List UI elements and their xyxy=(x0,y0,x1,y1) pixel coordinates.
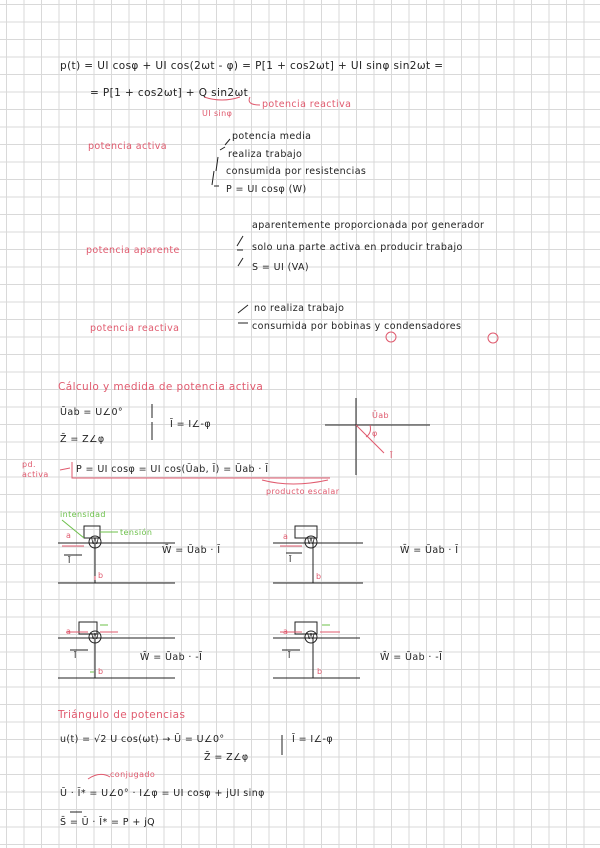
intensidad-label: intensidad xyxy=(60,510,106,519)
activa-item: potencia media xyxy=(232,131,312,142)
current-label: Ī xyxy=(288,651,291,660)
section3-title: Triángulo de potencias xyxy=(58,709,186,721)
node-a: a xyxy=(283,627,289,636)
reactive-note: potencia reactiva xyxy=(262,99,352,110)
wattmeter-symbol: W xyxy=(307,632,316,641)
conj-arrow xyxy=(88,774,110,779)
wattmeter-formula-1: W̄ = Ūab · Ī xyxy=(162,545,221,556)
tension-label: tensión xyxy=(120,528,153,537)
wattmeter-formula-3: W̄ = Ūab · -Ī xyxy=(140,652,203,663)
wattmeter-symbol: W xyxy=(91,632,100,641)
circuit-1 xyxy=(58,520,175,583)
power-equation-2: = P[1 + cos2ωt] + Q sin2ωt xyxy=(90,87,249,99)
dot-product-note: producto escalar xyxy=(266,487,340,496)
aparente-formula: S = UI (VA) xyxy=(252,262,310,273)
phasor-phi-label: φ xyxy=(372,429,378,438)
current-label: Ī xyxy=(68,556,71,565)
phasor-i-label: Ī xyxy=(390,451,393,460)
wattmeter-symbol: W xyxy=(307,537,316,546)
complex-power-equation: S̄ = Ū · Ī* = P + jQ xyxy=(60,817,156,828)
current-label: Ī xyxy=(289,555,292,564)
activa-label: potencia activa xyxy=(88,141,167,152)
node-a: a xyxy=(66,531,72,540)
current-phasor: Ī = I∠-φ xyxy=(292,734,334,745)
aparente-item: solo una parte activa en producir trabajo xyxy=(252,242,463,253)
wattmeter-formula-2: W̄ = Ūab · Ī xyxy=(400,545,459,556)
reactiva-item: consumida por bobinas y condensadores xyxy=(252,321,462,332)
p-note-underline xyxy=(262,480,328,484)
reactiva-brace xyxy=(238,305,248,323)
activa-item: consumida por resistencias xyxy=(226,166,367,177)
node-b: b xyxy=(317,667,323,676)
wattmeter-symbol: W xyxy=(91,537,100,546)
aparente-brace xyxy=(237,236,243,266)
uab-phasor: Ūab = U∠0° xyxy=(60,407,124,418)
current-phasor: Ī = I∠-φ xyxy=(170,419,212,430)
activa-item: realiza trabajo xyxy=(228,149,303,160)
node-a: a xyxy=(66,627,72,636)
pd-arrow xyxy=(60,468,70,470)
node-b: b xyxy=(98,667,104,676)
reactive-q-expansion: UI sinφ xyxy=(202,109,233,118)
node-b: b xyxy=(98,571,104,580)
power-equation-1: p(t) = UI cosφ + UI cos(2ωt - φ) = P[1 + cos2ωt] + UI sinφ sin2ωt = xyxy=(60,60,444,72)
conjugate-note: conjugado xyxy=(110,770,156,779)
current-label: Ī xyxy=(74,651,77,660)
inductive-mark xyxy=(386,332,396,342)
impedance-phasor: Z̄ = Z∠φ xyxy=(204,752,249,763)
circuit-3 xyxy=(58,622,175,678)
reactiva-item: no realiza trabajo xyxy=(254,303,345,314)
voltage-time-equation: u(t) = √2 U cos(ωt) → Ū = U∠0° xyxy=(60,734,225,745)
active-power-equation: P = UI cosφ = UI cos(Ūab, Ī) = Ūab · Ī xyxy=(76,464,269,475)
node-b: b xyxy=(316,572,322,581)
node-a: a xyxy=(283,532,289,541)
aparente-item: aparentemente proporcionada por generador xyxy=(252,220,485,231)
phasor-u-label: Ūab xyxy=(372,411,390,420)
activa-formula: P = UI cosφ (W) xyxy=(226,184,307,195)
activa-brace xyxy=(212,139,230,186)
arrow-mark xyxy=(249,97,260,105)
capacitive-mark xyxy=(488,333,498,343)
impedance-phasor: Z̄ = Z∠φ xyxy=(60,434,105,445)
complex-power-product: Ū · Ī* = U∠0° · I∠φ = UI cosφ + jUI sinφ xyxy=(60,788,265,799)
pd-activa-label: pd. activa xyxy=(22,460,49,480)
section2-title: Cálculo y medida de potencia activa xyxy=(58,381,264,393)
wattmeter-formula-4: W̄ = Ūab · -Ī xyxy=(380,652,443,663)
reactiva-label: potencia reactiva xyxy=(90,323,180,334)
aparente-label: potencia aparente xyxy=(86,245,180,256)
